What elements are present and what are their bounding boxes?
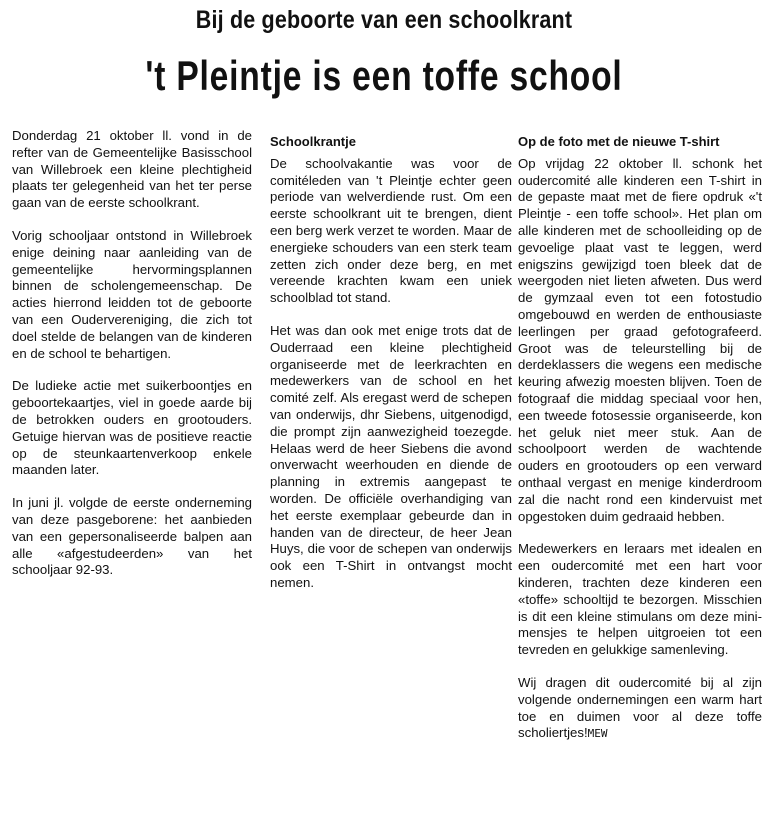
paragraph: Het was dan ook met enige trots dat de Ouderraad een kleine plechtigheid organiseerde met de leerkrachten en medewerkers van de school en het comité zelf. Als eregast werd de schepen van onderwijs, dhr Siebens, uitgenodigd, die prompt zijn aanwezigheid toezegde. Helaas werd de heer Siebens die avond onverwacht weerhouden en diende de planning in extremis aangepast te worden. De officiële overhandiging van het eerste exemplaar gebeurde dan in handen van de directeur, de heer Jean Huys, die voor de schepen van onderwijs ook een T-Shirt in ontvangst mocht nemen.	[270, 322, 512, 590]
paragraph: In juni jl. volgde de eerste onderneming van deze pasgeborene: het aanbieden van een gepersonaliseerde balpen aan alle «afgestudeerden» van het schooljaar 92-93.	[12, 495, 252, 578]
kicker-title: Bij de geboorte van een schoolkrant	[195, 6, 573, 34]
author-signature: MEW	[587, 727, 608, 741]
closing-text: Wij dragen dit oudercomité bij al zijn volgende ondernemingen een warm hart toe en duimen voor al deze toffe scholiertjes!	[518, 674, 762, 741]
paragraph: Op vrijdag 22 oktober ll. schonk het oudercomité alle kinderen een T-shirt in de gepaste maat met de fiere opdruk «'t Pleintje - een toffe school». Het plan om alle kinderen met de schoolleiding op de gevoelige plaat vast te leggen, werd enigszins gewijzigd toen bleek dat de weergoden niet lieten afweten. Dus werd de gymzaal even tot een fotostudio omgebouwd en werden de enthousiaste leerlingen per graad gefotografeerd. Groot was de teleurstelling bij de derdeklassers die wegens een medische keuring afwezig moesten blijven. Toen de fotograaf die middag speciaal voor hen, een tweede fotosessie organiseerde, kon het geluk niet meer stuk. Aan de schoolpoort werden de wachtende ouders en grootouders op een verward onthaal vergast en menige kinderdroom zal die nacht rond een kindervuist met opgestoken duim gedraaid hebben.	[518, 155, 762, 524]
paragraph: Donderdag 21 oktober ll. vond in de refter van de Gemeentelijke Basisschool van Willebroek een kleine plechtigheid plaats ter gelegenheid van het ter perse gaan van de eerste schoolkrant.	[12, 128, 252, 211]
paragraph: De schoolvakantie was voor de comitéleden van 't Pleintje echter geen periode van welverdiende rust. Om een eerste schoolkrant uit te brengen, dient een berg werk verzet te worden. Maar de energieke schouders van een sterk team zetten zich onder deze berg, en met vereende krachten kwam een uniek schoolblad tot stand.	[270, 155, 512, 306]
article-column-2	[270, 132, 512, 608]
paragraph: De ludieke actie met suikerboontjes en geboortekaartjes, viel in goede aarde bij de betrokken ouders en grootouders. Getuige hiervan was de positieve reactie op de steunkaartenverkoop enkele maanden later.	[12, 378, 252, 478]
closing-paragraph	[518, 675, 762, 743]
article-column-1	[12, 128, 252, 595]
paragraph: Vorig schooljaar ontstond in Willebroek enige deining naar aanleiding van de gemeentelijke hervormingsplannen binnen de scholengemeenschap. De acties hierrond leidden tot de geboorte van een Oudervereniging, die zich tot doel stelde de belangen van de kinderen en de school te behartigen.	[12, 227, 252, 361]
headline: 't Pleintje is een toffe school	[145, 52, 623, 99]
section-heading: Schoolkrantje	[270, 134, 356, 149]
paragraph: Medewerkers en leraars met idealen en een oudercomité met een hart voor kinderen, trachten deze kinderen een «toffe» schooltijd te bezorgen. Misschien is dit een kleine stimulans om deze mini-mensjes te helpen uitgroeien tot een tevreden en gelukkige samenleving.	[518, 541, 762, 658]
section-heading: Op de foto met de nieuwe T-shirt	[518, 134, 720, 149]
article-column-3	[518, 132, 762, 759]
